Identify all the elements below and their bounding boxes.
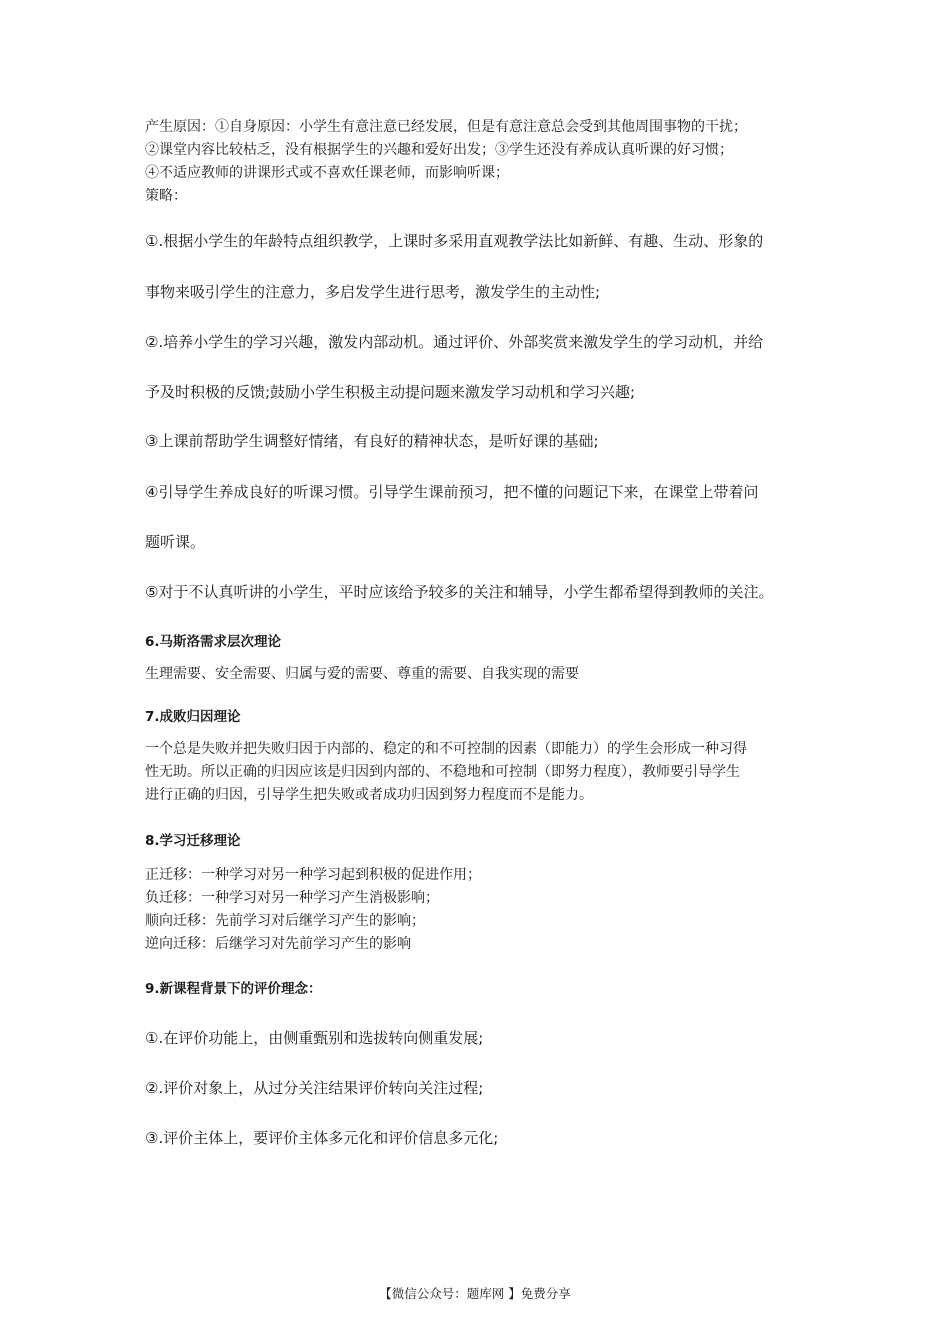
section-8-list [145, 864, 810, 956]
section-6-text: 生理需要、安全需要、归属与爱的需要、尊重的需要、自我实现的需要 [145, 666, 579, 682]
section-6-heading: 6.马斯洛需求层次理论 [145, 634, 282, 650]
strategy-2-line-1: ②.培养小学生的学习兴趣，激发内部动机。通过评价、外部奖赏来激发学生的学习动机，并给 [145, 333, 764, 351]
strategy-2-line-2: 予及时积极的反馈;鼓励小学生积极主动提问题来激发学习动机和学习兴趣; [145, 383, 636, 401]
section-7-paragraph [145, 738, 810, 807]
strategy-3: ③上课前帮助学生调整好情绪，有良好的精神状态，是听好课的基础; [145, 432, 599, 450]
section-9-heading: 9.新课程背景下的评价理念： [145, 981, 322, 997]
strategy-5: ⑤对于不认真听讲的小学生，平时应该给予较多的关注和辅导，小学生都希望得到教师的关注。 [145, 583, 774, 601]
section-7-heading: 7.成败归因理论 [145, 709, 241, 725]
section-7-line: 进行正确的归因，引导学生把失败或者成功归因到努力程度而不是能力。 [145, 787, 593, 803]
evaluation-item-3: ③.评价主体上，要评价主体多元化和评价信息多元化; [145, 1129, 499, 1147]
footer-note: 【微信公众号：题库网 】免费分享 [379, 1286, 571, 1301]
cause-line: 产生原因：①自身原因：小学生有意注意已经发展，但是有意注意总会受到其他周围事物的干扰； [145, 119, 747, 135]
cause-paragraph [145, 116, 810, 208]
transfer-item: 正迁移：一种学习对另一种学习起到积极的促进作用； [145, 867, 481, 883]
section-7-line: 性无助。所以正确的归因应该是归因到内部的、不稳地和可控制（即努力程度），教师要引导学生 [145, 764, 740, 780]
strategy-4-line-2: 题听课。 [145, 533, 206, 551]
transfer-item: 负迁移：一种学习对另一种学习产生消极影响； [145, 890, 439, 906]
section-8-heading: 8.学习迁移理论 [145, 833, 241, 849]
transfer-item: 顺向迁移：先前学习对后继学习产生的影响； [145, 913, 425, 929]
strategy-1-line-1: ①.根据小学生的年龄特点组织教学，上课时多采用直观教学法比如新鲜、有趣、生动、形象的 [145, 232, 764, 250]
section-7-line: 一个总是失败并把失败归因于内部的、稳定的和不可控制的因素（即能力）的学生会形成一种习得 [145, 741, 747, 757]
evaluation-item-1: ①.在评价功能上，由侧重甄别和选拔转向侧重发展; [145, 1029, 484, 1047]
evaluation-item-2: ②.评价对象上，从过分关注结果评价转向关注过程; [145, 1079, 484, 1097]
cause-line: ②课堂内容比较枯乏，没有根据学生的兴趣和爱好出发；③学生还没有养成认真听课的好习惯； [145, 142, 733, 158]
cause-line: ④不适应教师的讲课形式或不喜欢任课老师，而影响听课； [145, 165, 509, 181]
strategy-4-line-1: ④引导学生养成良好的听课习惯。引导学生课前预习，把不懂的问题记下来，在课堂上带着问 [145, 483, 759, 501]
strategy-1-line-2: 事物来吸引学生的注意力，多启发学生进行思考，激发学生的主动性; [145, 283, 601, 301]
strategy-label: 策略： [145, 188, 187, 204]
transfer-item: 逆向迁移：后继学习对先前学习产生的影响 [145, 936, 411, 952]
